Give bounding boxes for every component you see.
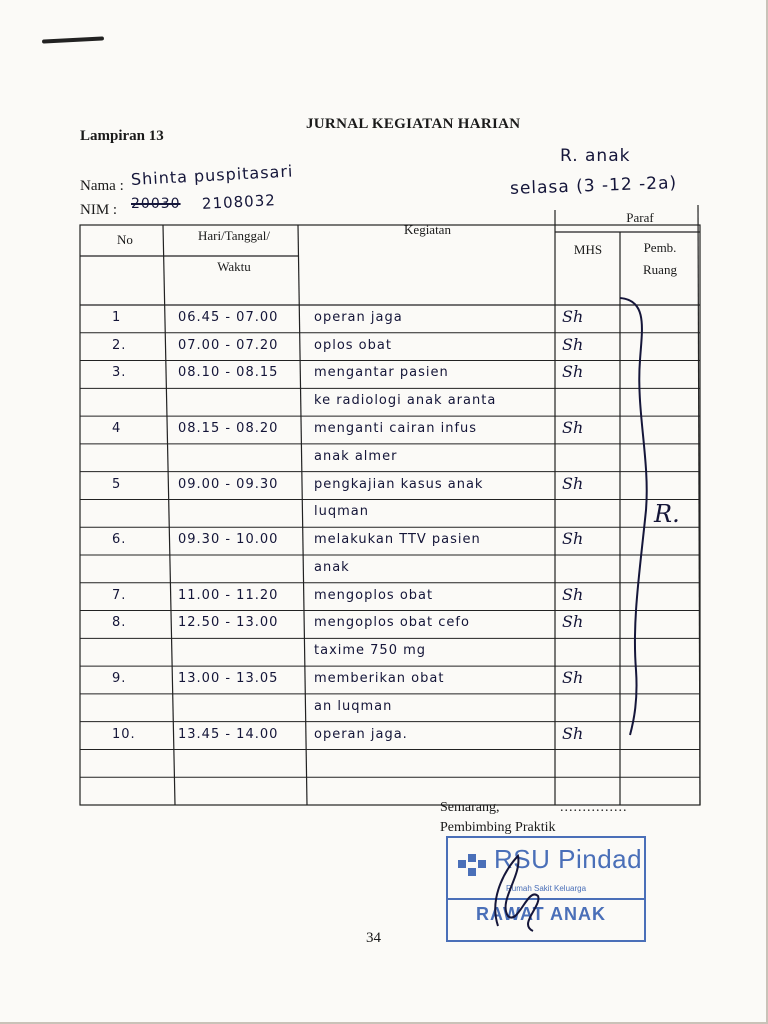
row-activity: ke radiologi anak aranta (314, 393, 497, 409)
room-handwritten: R. anak (560, 146, 631, 166)
student-signature: Sh (562, 306, 584, 326)
document-title: JURNAL KEGIATAN HARIAN (306, 116, 521, 132)
row-activity: mengoplos obat (314, 587, 434, 603)
row-time: 08.15 - 08.20 (178, 421, 279, 436)
stamp-unit: RAWAT ANAK (476, 904, 606, 924)
student-signature: Sh (562, 529, 584, 549)
row-time: 09.00 - 09.30 (178, 476, 279, 492)
place-label: Semarang, (440, 800, 500, 815)
header-signature: Paraf (626, 210, 654, 225)
row-activity: melakukan TTV pasien (314, 532, 481, 548)
row-activity: memberikan obat (314, 671, 445, 686)
name-label: Nama : (80, 178, 124, 194)
row-activity: mengoplos obat cefo (314, 615, 470, 631)
row-time: 12.50 - 13.00 (178, 615, 279, 631)
supervisor-initial: R. (654, 500, 680, 528)
row-activity: oplos obat (314, 337, 392, 353)
row-number: 9. (112, 671, 127, 686)
header-supervisor-line1: Pemb. (643, 240, 677, 255)
header-no: No (117, 232, 133, 247)
row-activity: operan jaga (314, 309, 403, 325)
row-activity: anak (314, 559, 350, 575)
appendix-label: Lampiran 13 (80, 128, 164, 144)
row-time: 11.00 - 11.20 (178, 587, 279, 603)
row-activity: luqman (314, 504, 369, 520)
header-supervisor-line2: Ruang (643, 262, 677, 277)
header-date-line1: Hari/Tanggal/ (197, 228, 270, 243)
student-signature: Sh (562, 668, 584, 687)
date-handwritten: selasa (3 -12 -2a) (509, 173, 678, 199)
row-activity: anak almer (314, 448, 398, 464)
row-number: 5 (112, 476, 122, 492)
row-time: 06.45 - 07.00 (178, 309, 279, 325)
student-signature: Sh (562, 612, 584, 632)
row-activity: taxime 750 mg (314, 643, 427, 659)
supervisor-signature-line (610, 290, 660, 740)
date-blank: ............... (560, 800, 628, 815)
row-number: 2. (112, 337, 127, 353)
student-signature: Sh (562, 418, 584, 437)
row-activity: an luqman (314, 698, 393, 714)
row-number: 7. (112, 587, 127, 603)
row-time: 07.00 - 07.20 (178, 337, 279, 353)
row-activity: mengantar pasien (314, 365, 449, 381)
row-time: 13.00 - 13.05 (178, 671, 279, 686)
row-time: 08.10 - 08.15 (178, 365, 279, 381)
stamp-tagline: Rumah Sakit Keluarga (506, 884, 587, 893)
row-time: 09.30 - 10.00 (178, 532, 279, 548)
row-activity: pengkajian kasus anak (314, 476, 484, 492)
header-activity: Kegiatan (404, 222, 451, 237)
row-number: 1 (112, 309, 122, 325)
student-signature: Sh (562, 584, 584, 604)
header-date-line2: Waktu (217, 259, 251, 274)
nim-crossed-out: 20030 (131, 196, 181, 212)
nim-label: NIM : (80, 202, 118, 218)
name-value: Shinta puspitasari (130, 161, 294, 189)
supervisor-label: Pembimbing Praktik (440, 820, 556, 835)
header-student: MHS (573, 242, 603, 257)
row-time: 13.45 - 14.00 (178, 726, 279, 742)
row-number: 6. (112, 532, 127, 548)
row-number: 10. (112, 726, 136, 742)
row-number: 3. (112, 365, 127, 381)
row-activity: operan jaga. (314, 726, 408, 742)
hospital-stamp (446, 836, 646, 942)
nim-value: 2108032 (201, 191, 277, 213)
supervisor-signature (478, 846, 548, 936)
row-activity: menganti cairan infus (314, 421, 478, 436)
stamp-hospital-name: RSU Pindad (494, 844, 643, 874)
student-signature: Sh (562, 723, 584, 743)
student-signature: Sh (562, 362, 584, 382)
page-number: 34 (366, 930, 381, 946)
student-signature: Sh (562, 473, 584, 493)
row-number: 4 (112, 421, 122, 436)
student-signature: Sh (562, 334, 584, 354)
row-number: 8. (112, 615, 127, 631)
